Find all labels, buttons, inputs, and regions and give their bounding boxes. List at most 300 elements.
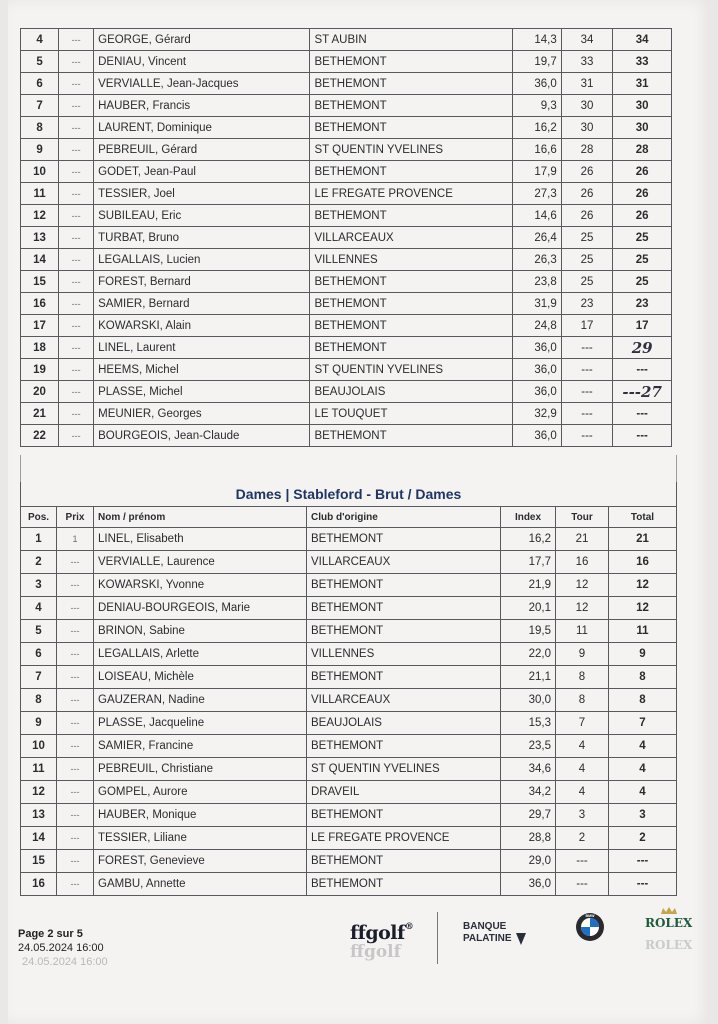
table-row bbox=[21, 689, 677, 712]
position-cell: 6 bbox=[21, 73, 59, 95]
index-cell: 34,6 bbox=[501, 758, 556, 781]
tour-cell: 4 bbox=[556, 735, 609, 758]
prize-cell: --- bbox=[59, 271, 94, 293]
club-cell: BETHEMONT bbox=[310, 315, 513, 337]
tour-cell: 23 bbox=[561, 293, 613, 315]
index-cell: 16,6 bbox=[513, 139, 561, 161]
total-cell: 4 bbox=[609, 781, 677, 804]
prize-cell: --- bbox=[59, 381, 94, 403]
index-cell: 19,5 bbox=[501, 620, 556, 643]
club-cell: BETHEMONT bbox=[310, 271, 513, 293]
ffgolf-logo-ghost: ffgolf bbox=[350, 942, 401, 962]
table-row bbox=[21, 850, 677, 873]
prize-cell: --- bbox=[57, 551, 94, 574]
prize-cell: --- bbox=[59, 29, 94, 51]
sponsor-divider bbox=[437, 912, 438, 964]
tour-cell: 8 bbox=[556, 689, 609, 712]
prize-cell: --- bbox=[59, 337, 94, 359]
position-cell: 13 bbox=[21, 804, 57, 827]
total-cell: 9 bbox=[609, 643, 677, 666]
player-name-cell: LAURENT, Dominique bbox=[94, 117, 310, 139]
total-cell: 33 bbox=[613, 51, 672, 73]
club-cell: LE FREGATE PROVENCE bbox=[307, 827, 501, 850]
total-cell: 7 bbox=[609, 712, 677, 735]
table-row bbox=[21, 315, 672, 337]
index-cell: 26,4 bbox=[513, 227, 561, 249]
tour-cell: 3 bbox=[556, 804, 609, 827]
tour-cell: 16 bbox=[556, 551, 609, 574]
position-cell: 13 bbox=[21, 227, 59, 249]
total-cell: 3 bbox=[609, 804, 677, 827]
club-cell: BEAUJOLAIS bbox=[310, 381, 513, 403]
dames-results-body bbox=[21, 528, 677, 896]
club-cell: BETHEMONT bbox=[310, 95, 513, 117]
player-name-cell: LINEL, Elisabeth bbox=[94, 528, 307, 551]
tour-cell: 7 bbox=[556, 712, 609, 735]
table-row bbox=[21, 381, 672, 403]
table-row bbox=[21, 271, 672, 293]
palatine-flag-icon bbox=[515, 932, 527, 946]
tour-cell: 25 bbox=[561, 249, 613, 271]
table-row bbox=[21, 712, 677, 735]
player-name-cell: GAMBU, Annette bbox=[94, 873, 307, 896]
index-cell: 36,0 bbox=[513, 425, 561, 447]
table-row bbox=[21, 183, 672, 205]
index-cell: 21,9 bbox=[501, 574, 556, 597]
table-row bbox=[21, 95, 672, 117]
bmw-text: BMW bbox=[585, 913, 595, 918]
index-cell: 26,3 bbox=[513, 249, 561, 271]
index-cell: 36,0 bbox=[501, 873, 556, 896]
total-cell: 25 bbox=[613, 249, 672, 271]
club-cell: ST QUENTIN YVELINES bbox=[310, 139, 513, 161]
header-index: Index bbox=[501, 507, 556, 528]
total-cell: 26 bbox=[613, 161, 672, 183]
club-cell: VILLENNES bbox=[307, 643, 501, 666]
club-cell: ST AUBIN bbox=[310, 29, 513, 51]
total-cell: 31 bbox=[613, 73, 672, 95]
table-row bbox=[21, 161, 672, 183]
club-cell: BEAUJOLAIS bbox=[307, 712, 501, 735]
index-cell: 29,7 bbox=[501, 804, 556, 827]
total-cell: --- bbox=[613, 403, 672, 425]
prize-cell: --- bbox=[57, 850, 94, 873]
player-name-cell: SAMIER, Francine bbox=[94, 735, 307, 758]
tour-cell: 8 bbox=[556, 666, 609, 689]
player-name-cell: FOREST, Genevieve bbox=[94, 850, 307, 873]
tour-cell: 34 bbox=[561, 29, 613, 51]
player-name-cell: DENIAU-BOURGEOIS, Marie bbox=[94, 597, 307, 620]
player-name-cell: KOWARSKI, Alain bbox=[94, 315, 310, 337]
player-name-cell: LEGALLAIS, Arlette bbox=[94, 643, 307, 666]
position-cell: 22 bbox=[21, 425, 59, 447]
tour-cell: --- bbox=[561, 359, 613, 381]
prize-cell: --- bbox=[59, 403, 94, 425]
tour-cell: 28 bbox=[561, 139, 613, 161]
index-cell: 15,3 bbox=[501, 712, 556, 735]
total-cell: 12 bbox=[609, 574, 677, 597]
table-row bbox=[21, 574, 677, 597]
index-cell: 28,8 bbox=[501, 827, 556, 850]
player-name-cell: LEGALLAIS, Lucien bbox=[94, 249, 310, 271]
player-name-cell: KOWARSKI, Yvonne bbox=[94, 574, 307, 597]
prize-cell: --- bbox=[59, 95, 94, 117]
position-cell: 8 bbox=[21, 117, 59, 139]
index-cell: 17,9 bbox=[513, 161, 561, 183]
position-cell: 5 bbox=[21, 620, 57, 643]
tour-cell: 30 bbox=[561, 95, 613, 117]
page-fold-gap bbox=[20, 455, 677, 483]
club-cell: VILLARCEAUX bbox=[307, 551, 501, 574]
palatine-text: PALATINE bbox=[463, 933, 512, 944]
table-row bbox=[21, 205, 672, 227]
tour-cell: 12 bbox=[556, 597, 609, 620]
tour-cell: 26 bbox=[561, 183, 613, 205]
header-total: Total bbox=[609, 507, 677, 528]
total-cell: 12 bbox=[609, 597, 677, 620]
table-row bbox=[21, 551, 677, 574]
club-cell: BETHEMONT bbox=[310, 205, 513, 227]
tour-cell: --- bbox=[556, 873, 609, 896]
prize-cell: --- bbox=[59, 293, 94, 315]
position-cell: 17 bbox=[21, 315, 59, 337]
tour-cell: --- bbox=[561, 403, 613, 425]
table-row bbox=[21, 227, 672, 249]
player-name-cell: DENIAU, Vincent bbox=[94, 51, 310, 73]
prize-cell: --- bbox=[59, 315, 94, 337]
total-cell: --- bbox=[609, 873, 677, 896]
club-cell: LE TOUQUET bbox=[310, 403, 513, 425]
table-row bbox=[21, 781, 677, 804]
rolex-text: ROLEX bbox=[645, 916, 693, 930]
table-row bbox=[21, 597, 677, 620]
index-cell: 31,9 bbox=[513, 293, 561, 315]
total-cell: 30 bbox=[613, 117, 672, 139]
prize-cell: --- bbox=[57, 735, 94, 758]
index-cell: 36,0 bbox=[513, 73, 561, 95]
tour-cell: 26 bbox=[561, 205, 613, 227]
index-cell: 20,1 bbox=[501, 597, 556, 620]
index-cell: 24,8 bbox=[513, 315, 561, 337]
player-name-cell: GODET, Jean-Paul bbox=[94, 161, 310, 183]
index-cell: 27,3 bbox=[513, 183, 561, 205]
player-name-cell: PEBREUIL, Christiane bbox=[94, 758, 307, 781]
club-cell: BETHEMONT bbox=[307, 528, 501, 551]
print-date: 24.05.2024 16:00 bbox=[18, 942, 104, 954]
index-cell: 16,2 bbox=[513, 117, 561, 139]
player-name-cell: HAUBER, Monique bbox=[94, 804, 307, 827]
prize-cell: --- bbox=[59, 425, 94, 447]
ffgolf-logo bbox=[350, 922, 413, 944]
index-cell: 17,7 bbox=[501, 551, 556, 574]
player-name-cell: TESSIER, Joel bbox=[94, 183, 310, 205]
table-row bbox=[21, 29, 672, 51]
club-cell: BETHEMONT bbox=[307, 804, 501, 827]
table-row bbox=[21, 359, 672, 381]
total-cell: 23 bbox=[613, 293, 672, 315]
prize-cell: --- bbox=[57, 804, 94, 827]
index-cell: 14,6 bbox=[513, 205, 561, 227]
player-name-cell: BRINON, Sabine bbox=[94, 620, 307, 643]
index-cell: 36,0 bbox=[513, 359, 561, 381]
club-cell: BETHEMONT bbox=[310, 117, 513, 139]
position-cell: 9 bbox=[21, 139, 59, 161]
header-club: Club d'origine bbox=[307, 507, 501, 528]
position-cell: 21 bbox=[21, 403, 59, 425]
ffgolf-registered-mark: ® bbox=[404, 922, 414, 932]
club-cell: VILLENNES bbox=[310, 249, 513, 271]
tour-cell: --- bbox=[561, 425, 613, 447]
player-name-cell: PEBREUIL, Gérard bbox=[94, 139, 310, 161]
index-cell: 23,5 bbox=[501, 735, 556, 758]
position-cell: 14 bbox=[21, 249, 59, 271]
dames-header-row bbox=[21, 507, 677, 528]
ffgolf-text: ffgolf bbox=[350, 922, 405, 944]
tour-cell: 26 bbox=[561, 161, 613, 183]
tour-cell: 2 bbox=[556, 827, 609, 850]
prize-cell: --- bbox=[57, 758, 94, 781]
club-cell: BETHEMONT bbox=[307, 666, 501, 689]
total-cell: 30 bbox=[613, 95, 672, 117]
club-cell: BETHEMONT bbox=[310, 337, 513, 359]
tour-cell: --- bbox=[556, 850, 609, 873]
prize-cell: --- bbox=[59, 139, 94, 161]
total-cell: 2 bbox=[609, 827, 677, 850]
position-cell: 6 bbox=[21, 643, 57, 666]
total-cell: 11 bbox=[609, 620, 677, 643]
position-cell: 11 bbox=[21, 758, 57, 781]
player-name-cell: HAUBER, Francis bbox=[94, 95, 310, 117]
position-cell: 7 bbox=[21, 95, 59, 117]
club-cell: BETHEMONT bbox=[310, 161, 513, 183]
prize-cell: --- bbox=[59, 359, 94, 381]
total-cell: 4 bbox=[609, 758, 677, 781]
index-cell: 34,2 bbox=[501, 781, 556, 804]
index-cell: 21,1 bbox=[501, 666, 556, 689]
tour-cell: 12 bbox=[556, 574, 609, 597]
player-name-cell: GEORGE, Gérard bbox=[94, 29, 310, 51]
prize-cell: --- bbox=[57, 689, 94, 712]
table-row bbox=[21, 827, 677, 850]
position-cell: 16 bbox=[21, 293, 59, 315]
total-cell: 16 bbox=[609, 551, 677, 574]
banque-palatine-logo bbox=[463, 922, 527, 946]
tour-cell: 33 bbox=[561, 51, 613, 73]
position-cell: 14 bbox=[21, 827, 57, 850]
club-cell: BETHEMONT bbox=[307, 574, 501, 597]
player-name-cell: BOURGEOIS, Jean-Claude bbox=[94, 425, 310, 447]
tour-cell: --- bbox=[561, 381, 613, 403]
prize-cell: --- bbox=[59, 183, 94, 205]
total-cell: 8 bbox=[609, 689, 677, 712]
crown-icon bbox=[660, 906, 678, 916]
position-cell: 15 bbox=[21, 271, 59, 293]
banque-text: BANQUE bbox=[463, 921, 507, 932]
tour-cell: 11 bbox=[556, 620, 609, 643]
prize-cell: 1 bbox=[57, 528, 94, 551]
tour-cell: 25 bbox=[561, 271, 613, 293]
club-cell: BETHEMONT bbox=[310, 73, 513, 95]
index-cell: 22,0 bbox=[501, 643, 556, 666]
prize-cell: --- bbox=[57, 873, 94, 896]
table-row bbox=[21, 620, 677, 643]
header-pos: Pos. bbox=[21, 507, 57, 528]
total-cell: 29 bbox=[613, 337, 672, 359]
dames-section-title: Dames | Stableford - Brut / Dames bbox=[20, 482, 677, 506]
player-name-cell: SAMIER, Bernard bbox=[94, 293, 310, 315]
club-cell: BETHEMONT bbox=[310, 51, 513, 73]
player-name-cell: MEUNIER, Georges bbox=[94, 403, 310, 425]
table-row bbox=[21, 139, 672, 161]
club-cell: BETHEMONT bbox=[307, 597, 501, 620]
table-row bbox=[21, 643, 677, 666]
total-cell: ---27 bbox=[613, 381, 672, 403]
club-cell: ST QUENTIN YVELINES bbox=[310, 359, 513, 381]
tour-cell: 4 bbox=[556, 758, 609, 781]
table-row bbox=[21, 249, 672, 271]
prize-cell: --- bbox=[57, 597, 94, 620]
prize-cell: --- bbox=[57, 620, 94, 643]
position-cell: 11 bbox=[21, 183, 59, 205]
club-cell: BETHEMONT bbox=[310, 425, 513, 447]
header-tour: Tour bbox=[556, 507, 609, 528]
table-row bbox=[21, 293, 672, 315]
position-cell: 7 bbox=[21, 666, 57, 689]
player-name-cell: LOISEAU, Michèle bbox=[94, 666, 307, 689]
total-cell: 25 bbox=[613, 227, 672, 249]
tour-cell: 30 bbox=[561, 117, 613, 139]
prize-cell: --- bbox=[59, 249, 94, 271]
prize-cell: --- bbox=[59, 227, 94, 249]
index-cell: 36,0 bbox=[513, 337, 561, 359]
tour-cell: 31 bbox=[561, 73, 613, 95]
table-row bbox=[21, 758, 677, 781]
player-name-cell: VERVIALLE, Jean-Jacques bbox=[94, 73, 310, 95]
position-cell: 10 bbox=[21, 161, 59, 183]
prize-cell: --- bbox=[57, 712, 94, 735]
total-cell: 8 bbox=[609, 666, 677, 689]
club-cell: BETHEMONT bbox=[310, 293, 513, 315]
position-cell: 8 bbox=[21, 689, 57, 712]
player-name-cell: GOMPEL, Aurore bbox=[94, 781, 307, 804]
position-cell: 20 bbox=[21, 381, 59, 403]
prize-cell: --- bbox=[59, 117, 94, 139]
position-cell: 16 bbox=[21, 873, 57, 896]
men-results-body bbox=[21, 29, 672, 447]
club-cell: BETHEMONT bbox=[307, 620, 501, 643]
table-row bbox=[21, 873, 677, 896]
prize-cell: --- bbox=[59, 161, 94, 183]
header-name: Nom / prénom bbox=[94, 507, 307, 528]
prize-cell: --- bbox=[57, 827, 94, 850]
player-name-cell: HEEMS, Michel bbox=[94, 359, 310, 381]
index-cell: 14,3 bbox=[513, 29, 561, 51]
total-cell: --- bbox=[613, 359, 672, 381]
prize-cell: --- bbox=[57, 781, 94, 804]
table-row bbox=[21, 735, 677, 758]
position-cell: 12 bbox=[21, 205, 59, 227]
table-row bbox=[21, 337, 672, 359]
position-cell: 19 bbox=[21, 359, 59, 381]
total-cell: 26 bbox=[613, 183, 672, 205]
total-cell: 21 bbox=[609, 528, 677, 551]
total-cell: 4 bbox=[609, 735, 677, 758]
club-cell: BETHEMONT bbox=[307, 735, 501, 758]
ghost-print-date: 24.05.2024 16:00 bbox=[22, 956, 108, 968]
position-cell: 2 bbox=[21, 551, 57, 574]
tour-cell: 4 bbox=[556, 781, 609, 804]
total-cell: 25 bbox=[613, 271, 672, 293]
total-cell: 26 bbox=[613, 205, 672, 227]
table-row bbox=[21, 528, 677, 551]
prize-cell: --- bbox=[59, 73, 94, 95]
index-cell: 19,7 bbox=[513, 51, 561, 73]
total-cell: 34 bbox=[613, 29, 672, 51]
index-cell: 29,0 bbox=[501, 850, 556, 873]
table-row bbox=[21, 425, 672, 447]
index-cell: 36,0 bbox=[513, 381, 561, 403]
index-cell: 32,9 bbox=[513, 403, 561, 425]
player-name-cell: TESSIER, Liliane bbox=[94, 827, 307, 850]
player-name-cell: SUBILEAU, Eric bbox=[94, 205, 310, 227]
table-row bbox=[21, 51, 672, 73]
prize-cell: --- bbox=[57, 574, 94, 597]
club-cell: VILLARCEAUX bbox=[307, 689, 501, 712]
position-cell: 4 bbox=[21, 29, 59, 51]
club-cell: ST QUENTIN YVELINES bbox=[307, 758, 501, 781]
position-cell: 9 bbox=[21, 712, 57, 735]
table-row bbox=[21, 117, 672, 139]
position-cell: 12 bbox=[21, 781, 57, 804]
total-cell: --- bbox=[613, 425, 672, 447]
player-name-cell: PLASSE, Michel bbox=[94, 381, 310, 403]
bmw-roundel-icon bbox=[575, 912, 605, 942]
player-name-cell: GAUZERAN, Nadine bbox=[94, 689, 307, 712]
index-cell: 16,2 bbox=[501, 528, 556, 551]
position-cell: 1 bbox=[21, 528, 57, 551]
tour-cell: 25 bbox=[561, 227, 613, 249]
men-results-table bbox=[20, 28, 672, 447]
club-cell: DRAVEIL bbox=[307, 781, 501, 804]
player-name-cell: VERVIALLE, Laurence bbox=[94, 551, 307, 574]
index-cell: 9,3 bbox=[513, 95, 561, 117]
prize-cell: --- bbox=[57, 643, 94, 666]
club-cell: BETHEMONT bbox=[307, 850, 501, 873]
index-cell: 30,0 bbox=[501, 689, 556, 712]
table-row bbox=[21, 804, 677, 827]
club-cell: BETHEMONT bbox=[307, 873, 501, 896]
position-cell: 15 bbox=[21, 850, 57, 873]
tour-cell: 17 bbox=[561, 315, 613, 337]
player-name-cell: LINEL, Laurent bbox=[94, 337, 310, 359]
table-row bbox=[21, 403, 672, 425]
prize-cell: --- bbox=[57, 666, 94, 689]
page-number: Page 2 sur 5 bbox=[18, 928, 83, 940]
position-cell: 4 bbox=[21, 597, 57, 620]
club-cell: LE FREGATE PROVENCE bbox=[310, 183, 513, 205]
player-name-cell: PLASSE, Jacqueline bbox=[94, 712, 307, 735]
position-cell: 5 bbox=[21, 51, 59, 73]
rolex-logo bbox=[645, 906, 692, 930]
tour-cell: 21 bbox=[556, 528, 609, 551]
position-cell: 10 bbox=[21, 735, 57, 758]
table-row bbox=[21, 73, 672, 95]
player-name-cell: FOREST, Bernard bbox=[94, 271, 310, 293]
rolex-logo-ghost: ROLEX bbox=[645, 938, 693, 952]
total-cell: --- bbox=[609, 850, 677, 873]
total-cell: 17 bbox=[613, 315, 672, 337]
position-cell: 18 bbox=[21, 337, 59, 359]
